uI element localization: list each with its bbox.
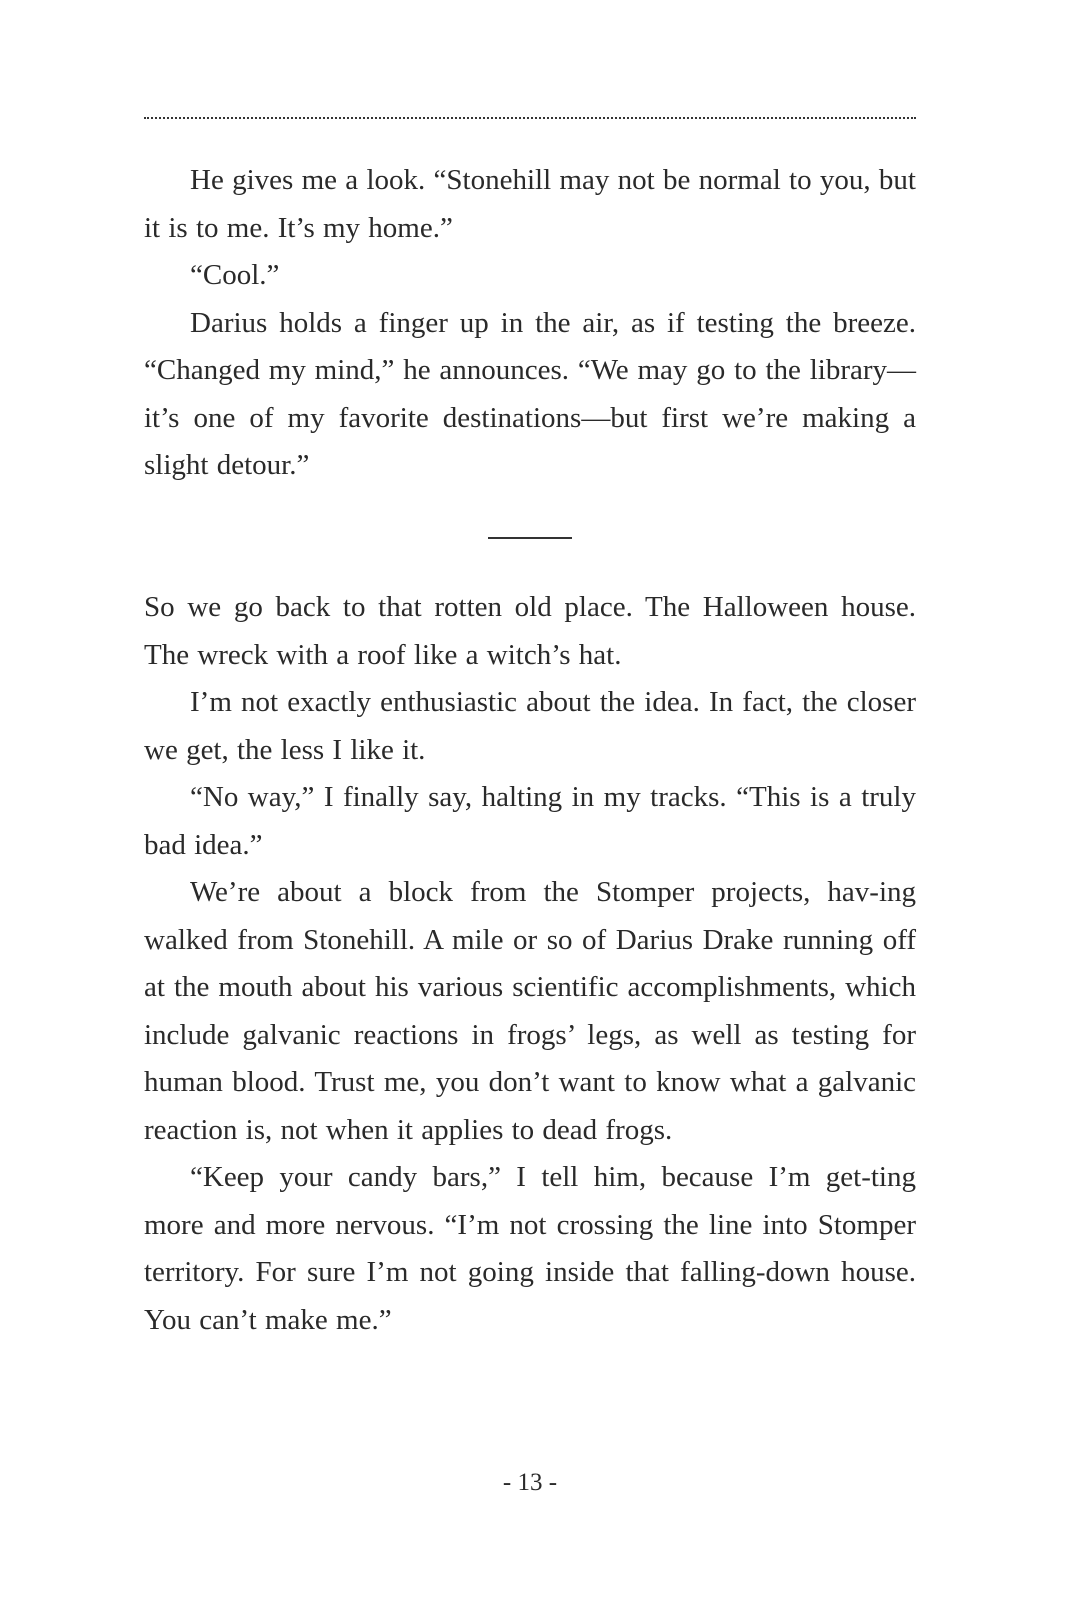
paragraph: We’re about a block from the Stomper projects, hav-ing walked from Stonehill. A mile or so of Darius Drake running off at the mouth about his various scientific accomplishments, which include galvanic reactions in frogs’ legs, as well as testing for human blood. Trust me, you don’t want to know what a galvanic reaction is, not when it applies to dead frogs. — [144, 876, 916, 1146]
paragraph: Darius holds a finger up in the air, as if testing the breeze. “Changed my mind,” he announces. “We may go to the library—it’s one of my favorite destinations—but first we’re making a slight detour.” — [144, 306, 916, 481]
paragraph: “Keep your candy bars,” I tell him, because I’m get-ting more and more nervous. “I’m not crossing the line into Stomper territory. For sure I’m not going inside that falling-down house. You can’t make me.” — [144, 1161, 916, 1336]
paragraph: He gives me a look. “Stonehill may not be normal to you, but it is to me. It’s my home.” — [144, 164, 916, 244]
text-block-bottom — [144, 584, 916, 1344]
paragraph: I’m not exactly enthusiastic about the idea. In fact, the closer we get, the less I like it. — [144, 686, 916, 766]
text-block-top — [144, 157, 916, 490]
book-page — [144, 0, 916, 1600]
paragraph: “Cool.” — [190, 259, 280, 291]
dotted-header-rule — [144, 117, 916, 119]
scene-break-rule — [488, 537, 572, 539]
page-number: - 13 - — [502, 1469, 558, 1496]
paragraph: “No way,” I finally say, halting in my tracks. “This is a truly bad idea.” — [144, 781, 916, 861]
paragraph: So we go back to that rotten old place. The Halloween house. The wreck with a roof like a witch’s hat. — [144, 591, 916, 671]
